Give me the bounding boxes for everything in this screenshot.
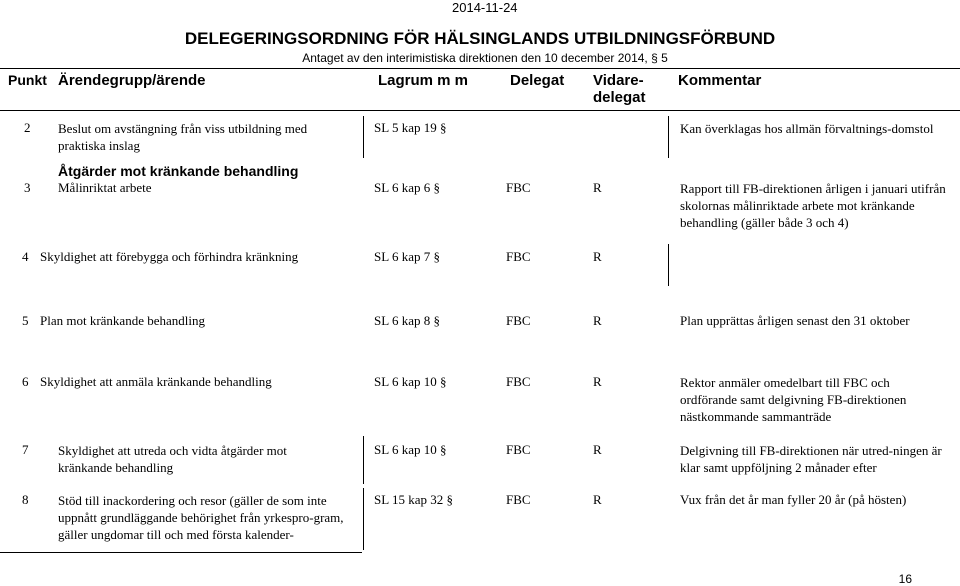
- header-bottom-rule: [0, 110, 960, 111]
- row-vidare: R: [593, 492, 602, 507]
- row-punkt: 2: [24, 120, 31, 135]
- row-vidare: R: [593, 180, 602, 195]
- row-lagrum: SL 6 kap 10 §: [374, 442, 447, 457]
- row-arende: Skyldighet att förebygga och förhindra kränkning: [40, 249, 299, 264]
- document-subtitle: Antaget av den interimistiska direktionen den 10 december 2014, § 5: [302, 51, 668, 65]
- row-lagrum: SL 6 kap 10 §: [374, 374, 447, 389]
- row-punkt: 4: [22, 249, 29, 264]
- row-lagrum: SL 5 kap 19 §: [374, 120, 447, 135]
- row-delegat: FBC: [506, 313, 531, 328]
- row-punkt: 6: [22, 374, 29, 389]
- row-arende: Skyldighet att utreda och vidta åtgärder mot kränkande behandling: [58, 443, 287, 475]
- row-lagrum: SL 6 kap 6 §: [374, 180, 440, 195]
- column-rule: [363, 116, 364, 158]
- row-kommentar: Plan upprättas årligen senast den 31 oktober: [680, 313, 910, 328]
- col-header-delegat: Delegat: [510, 72, 565, 89]
- table-top-rule: [0, 68, 960, 69]
- row-kommentar: Rektor anmäler omedelbart till FBC och ordförande samt delgivning FB-direktionen nästkommande sammanträde: [680, 375, 907, 424]
- row-vidare: R: [593, 249, 602, 264]
- row-delegat: FBC: [506, 374, 531, 389]
- row-arende: Plan mot kränkande behandling: [40, 313, 205, 328]
- row-arende: Målinriktat arbete: [58, 180, 152, 195]
- row-vidare: R: [593, 313, 602, 328]
- row-punkt: 7: [22, 442, 29, 457]
- row-arende: Skyldighet att anmäla kränkande behandling: [40, 374, 272, 389]
- row-punkt: 3: [24, 180, 31, 195]
- column-rule: [363, 488, 364, 550]
- row-kommentar: Rapport till FB-direktionen årligen i januari utifrån skolornas målinriktade arbete mot kränkande behandling (gäller både 3 och 4): [680, 181, 946, 230]
- col-header-arende: Ärendegrupp/ärende: [58, 72, 206, 89]
- row-lagrum: SL 15 kap 32 §: [374, 492, 453, 507]
- document-title: DELEGERINGSORDNING FÖR HÄLSINGLANDS UTBILDNINGSFÖRBUND: [184, 29, 776, 48]
- row-vidare: R: [593, 442, 602, 457]
- column-rule: [668, 116, 669, 158]
- row-kommentar: Vux från det år man fyller 20 år (på hösten): [680, 492, 907, 507]
- row-delegat: FBC: [506, 249, 531, 264]
- row-lagrum: SL 6 kap 8 §: [374, 313, 440, 328]
- row-punkt: 8: [22, 492, 29, 507]
- row-delegat: FBC: [506, 492, 531, 507]
- row-arende: Beslut om avstängning från viss utbildning med praktiska inslag: [58, 121, 308, 153]
- row-lagrum: SL 6 kap 7 §: [374, 249, 440, 264]
- row-punkt: 5: [22, 313, 29, 328]
- row-delegat: FBC: [506, 180, 531, 195]
- column-rule: [363, 436, 364, 484]
- col-header-kommentar: Kommentar: [678, 72, 762, 89]
- col-header-punkt: Punkt: [8, 72, 47, 88]
- col-header-vidare-1: Vidare-: [593, 72, 644, 89]
- row-delegat: FBC: [506, 442, 531, 457]
- page-number: 16: [898, 572, 912, 586]
- table-bottom-rule: [0, 552, 362, 553]
- row-vidare: R: [593, 374, 602, 389]
- col-header-vidare-2: delegat: [593, 89, 646, 106]
- row-arende: Stöd till inackordering och resor (gäller de som inte uppnått grundläggande behörighet från yrkespro-gram, gäller ungdomar till och med första kalender-: [58, 493, 344, 542]
- col-header-lagrum: Lagrum m m: [378, 72, 469, 89]
- row-kommentar: Delgivning till FB-direktionen när utred-ningen är klar samt uppföljning 2 månader efter: [680, 443, 942, 475]
- row-kommentar: Kan överklagas hos allmän förvaltnings-domstol: [680, 121, 934, 136]
- document-date: 2014-11-24: [452, 0, 518, 15]
- column-rule: [668, 244, 669, 286]
- row-heading: Åtgärder mot kränkande behandling: [58, 163, 299, 179]
